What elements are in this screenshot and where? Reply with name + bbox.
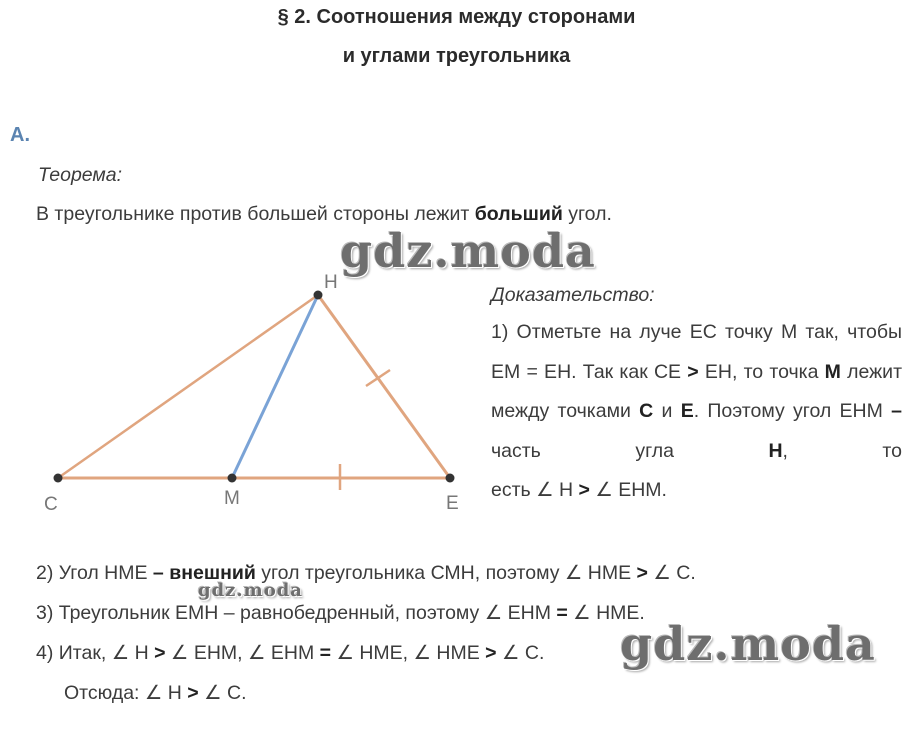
- step2-text-b: угол треугольника СМН, поэтому ∠ НМЕ: [255, 562, 637, 584]
- step2-bold-word: внешний: [169, 562, 256, 584]
- point-M: [228, 474, 237, 483]
- theorem-text-after: угол.: [562, 203, 612, 225]
- proof-conclusion: [64, 681, 247, 705]
- step2-text-a: 2) Угол НМЕ: [36, 562, 153, 584]
- theorem-text: [36, 203, 612, 226]
- watermark-small: gdz.moda: [198, 580, 303, 601]
- step4-text-c: ∠ НМЕ, ∠ НМЕ: [331, 642, 486, 664]
- step4-text-a: 4) Итак, ∠ Н: [36, 642, 155, 664]
- point-E: [446, 474, 455, 483]
- heading-line-2: и углами треугольника: [342, 45, 571, 67]
- segment-HM: [232, 295, 318, 478]
- proof-step-2: [36, 561, 696, 585]
- step1-angle-h: Н: [768, 439, 783, 462]
- theorem-text-bold: больший: [474, 203, 563, 225]
- side-HE: [318, 295, 450, 478]
- step1-text-f: часть угла: [491, 439, 769, 462]
- conclusion-text-a: Отсюда: ∠ Н: [64, 682, 188, 704]
- step3-eq: =: [556, 602, 568, 624]
- step1-dash: –: [891, 400, 902, 422]
- conclusion-gt: >: [187, 682, 199, 704]
- theorem-text-before: В треугольнике против большей стороны лежит: [36, 203, 475, 225]
- label-C: C: [44, 494, 58, 515]
- step4-gt-1: >: [154, 642, 166, 664]
- step4-text-d: ∠ С.: [496, 642, 545, 664]
- proof-label: Доказательство:: [491, 284, 655, 306]
- step2-gt: >: [636, 562, 648, 584]
- label-M: M: [224, 488, 240, 509]
- watermark-bottom: gdz.moda: [620, 617, 876, 671]
- theorem-label: Теорема:: [38, 164, 123, 186]
- step1-text-e: . Поэтому угол ЕНМ: [693, 400, 892, 422]
- step1-text-g: , то: [782, 439, 902, 462]
- step2-dash: –: [152, 562, 164, 584]
- step1-text-a: 1) Отметьте на луче ЕС точку М так, чтобы ЕМ = ЕН. Так как СЕ: [491, 321, 902, 383]
- step1-text-h: есть ∠ Н: [491, 479, 579, 501]
- proof-step-4: [36, 641, 544, 665]
- step4-eq: =: [319, 642, 332, 664]
- step4-text-b: ∠ ЕНМ, ∠ ЕНМ: [165, 642, 320, 664]
- point-H: [314, 291, 323, 300]
- section-label: А.: [10, 124, 30, 146]
- step1-text-c: лежит между точками: [491, 360, 903, 422]
- step1-point-m: М: [824, 360, 841, 383]
- side-CH: [58, 295, 318, 478]
- proof-step-1: [491, 313, 902, 511]
- step2-text-c: ∠ С.: [647, 562, 696, 584]
- label-H: H: [324, 272, 338, 293]
- step1-gt-1: >: [687, 360, 699, 383]
- point-C: [54, 474, 63, 483]
- triangle-figure: [0, 260, 490, 520]
- step1-point-e: Е: [680, 400, 694, 422]
- step1-gt-2: >: [578, 479, 590, 501]
- heading-line-1: § 2. Соотношения между сторонами: [277, 6, 636, 28]
- conclusion-text-b: ∠ С.: [198, 682, 247, 704]
- watermark-top: gdz.moda: [340, 224, 596, 278]
- step1-text-d: и: [653, 400, 681, 422]
- step3-text-a: 3) Треугольник ЕМН – равнобедренный, поэтому ∠ ЕНМ: [36, 602, 557, 624]
- label-E: E: [446, 493, 459, 514]
- step1-text-i: ∠ ЕНМ.: [589, 479, 667, 501]
- tick-mark-HE: [366, 370, 390, 386]
- step1-point-c: С: [639, 400, 654, 422]
- step3-text-b: ∠ НМЕ.: [567, 602, 645, 624]
- step1-text-b: ЕН, то точка: [698, 360, 825, 383]
- proof-step-3: [36, 601, 645, 625]
- step4-gt-2: >: [485, 642, 497, 664]
